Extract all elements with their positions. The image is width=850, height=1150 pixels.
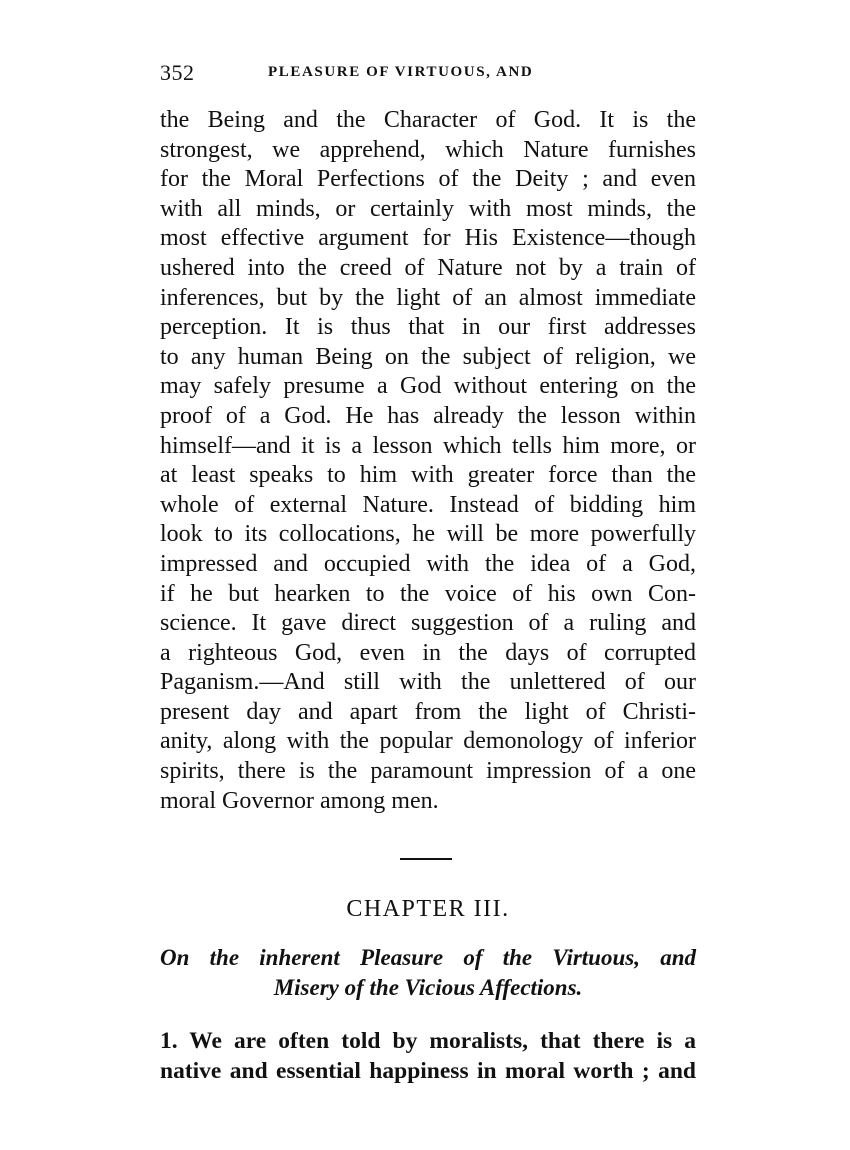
text-line: moral Governor among men. (160, 787, 439, 814)
text-line: science. It gave direct suggestion of a ruling and (160, 610, 696, 637)
text-line: may safely presume a God without entering on the (160, 373, 696, 400)
chapter-subtitle-line: On the inherent Pleasure of the Virtuous, and (160, 945, 696, 970)
chapter-subtitle-line: Misery of the Vicious Affections. (273, 975, 583, 1000)
text-line: at least speaks to him with greater force than the (160, 462, 696, 489)
text-line: strongest, we apprehend, which Nature furnishes (160, 136, 696, 163)
text-line: proof of a God. He has already the lesson within (160, 402, 696, 429)
text-line: with all minds, or certainly with most minds, the (160, 195, 696, 222)
text-line: Paganism.—And still with the unlettered of our (160, 669, 696, 696)
text-line: to any human Being on the subject of religion, we (160, 343, 696, 370)
text-line: whole of external Nature. Instead of bidding him (160, 491, 696, 518)
text-line: ushered into the creed of Nature not by a train of (160, 254, 696, 281)
section-paragraph (160, 1026, 696, 1086)
running-head: PLEASURE OF VIRTUOUS, AND (268, 64, 534, 80)
text-line: native and essential happiness in moral worth ; and (160, 1058, 696, 1084)
text-line: most effective argument for His Existence—though (160, 225, 696, 252)
text-line: the Being and the Character of God. It is the (160, 107, 696, 133)
text-line: 1. We are often told by moralists, that there is a (160, 1028, 696, 1054)
text-line: look to its collocations, he will be more powerfully (160, 521, 696, 548)
chapter-subtitle (160, 943, 696, 1003)
text-line: himself—and it is a lesson which tells him more, or (160, 432, 696, 459)
body-paragraph (160, 106, 696, 816)
text-line: a righteous God, even in the days of corrupted (160, 639, 696, 666)
text-line: if he but hearken to the voice of his own Con- (160, 580, 696, 607)
text-line: anity, along with the popular demonology of inferior (160, 728, 696, 755)
text-line: spirits, there is the paramount impression of a one (160, 758, 696, 785)
text-line: inferences, but by the light of an almost immediate (160, 284, 696, 311)
page-number: 352 (160, 60, 195, 85)
text-line: impressed and occupied with the idea of a God, (160, 550, 696, 577)
text-line: for the Moral Perfections of the Deity ; and even (160, 166, 696, 193)
chapter-heading: CHAPTER III. (346, 896, 510, 922)
text-line: present day and apart from the light of Christi- (160, 698, 696, 725)
page-header (160, 60, 700, 90)
text-line: perception. It is thus that in our first addresses (160, 314, 696, 341)
section-divider (400, 858, 452, 860)
